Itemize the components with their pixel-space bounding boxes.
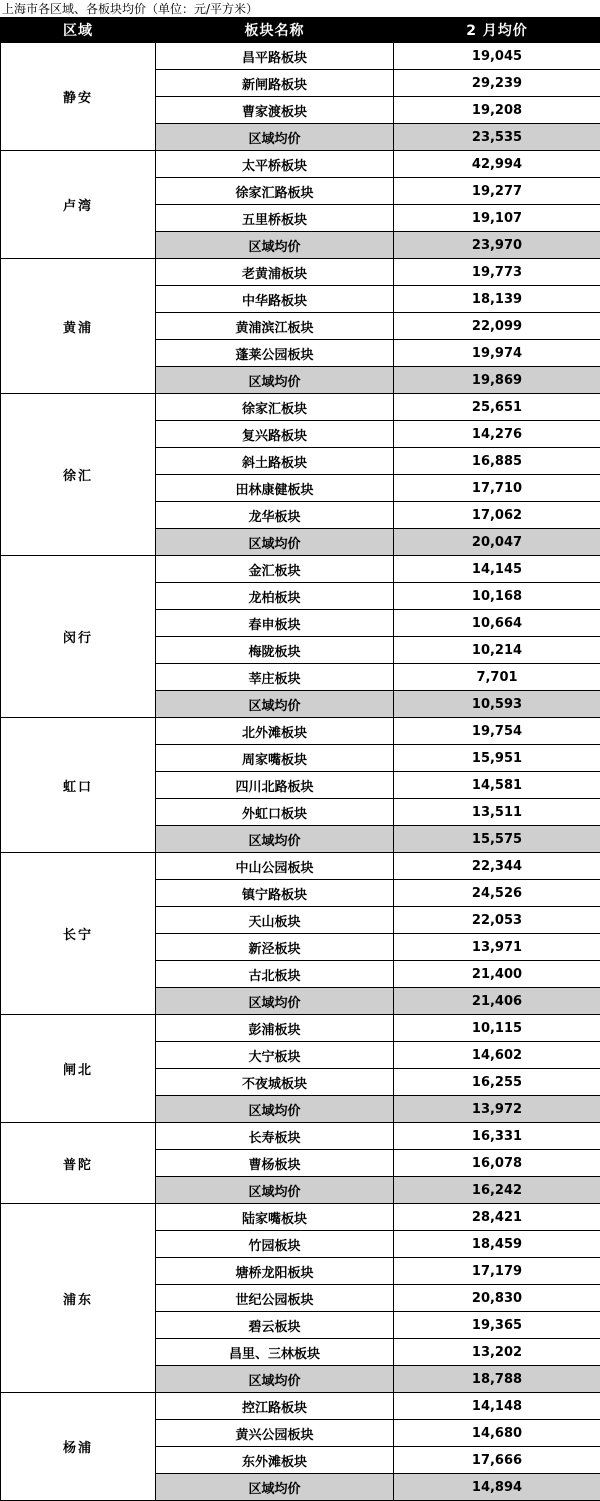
table-row (1, 394, 600, 421)
table-row (1, 853, 600, 880)
block-price: 17,179 (394, 1258, 600, 1285)
table-body (1, 43, 600, 1501)
block-name: 龙华板块 (156, 502, 394, 529)
block-name: 昌里、三林板块 (156, 1339, 394, 1366)
table-row (1, 259, 600, 286)
block-name: 大宁板块 (156, 1042, 394, 1069)
block-name: 北外滩板块 (156, 718, 394, 745)
block-name: 镇宁路板块 (156, 880, 394, 907)
table-row (1, 556, 600, 583)
district-average-label: 区域均价 (156, 826, 394, 853)
district-average-value: 19,869 (394, 367, 600, 394)
block-price: 19,754 (394, 718, 600, 745)
block-price: 14,602 (394, 1042, 600, 1069)
block-name: 新泾板块 (156, 934, 394, 961)
block-price: 28,421 (394, 1204, 600, 1231)
block-name: 世纪公园板块 (156, 1285, 394, 1312)
block-name: 田林康健板块 (156, 475, 394, 502)
block-name: 曹杨板块 (156, 1150, 394, 1177)
district-average-label: 区域均价 (156, 232, 394, 259)
block-price: 10,664 (394, 610, 600, 637)
block-name: 中山公园板块 (156, 853, 394, 880)
block-price: 19,365 (394, 1312, 600, 1339)
column-header-block: 板块名称 (156, 18, 394, 43)
block-price: 16,255 (394, 1069, 600, 1096)
district-average-value: 15,575 (394, 826, 600, 853)
block-name: 曹家渡板块 (156, 97, 394, 124)
block-name: 控江路板块 (156, 1393, 394, 1420)
block-price: 16,885 (394, 448, 600, 475)
header-row (1, 18, 600, 43)
block-name: 四川北路板块 (156, 772, 394, 799)
district-name: 静安 (1, 43, 156, 151)
block-price: 18,459 (394, 1231, 600, 1258)
district-average-value: 14,894 (394, 1474, 600, 1501)
block-name: 黄浦滨江板块 (156, 313, 394, 340)
block-name: 复兴路板块 (156, 421, 394, 448)
block-name: 塘桥龙阳板块 (156, 1258, 394, 1285)
block-name: 龙柏板块 (156, 583, 394, 610)
block-name: 周家嘴板块 (156, 745, 394, 772)
table-row (1, 1123, 600, 1150)
district-name: 闸北 (1, 1015, 156, 1123)
block-price: 7,701 (394, 664, 600, 691)
block-price: 17,710 (394, 475, 600, 502)
block-price: 14,276 (394, 421, 600, 448)
table-row (1, 1015, 600, 1042)
block-price: 24,526 (394, 880, 600, 907)
block-name: 东外滩板块 (156, 1447, 394, 1474)
district-average-label: 区域均价 (156, 124, 394, 151)
block-name: 外虹口板块 (156, 799, 394, 826)
district-average-value: 21,406 (394, 988, 600, 1015)
table-header (1, 18, 600, 43)
block-price: 22,053 (394, 907, 600, 934)
district-average-value: 20,047 (394, 529, 600, 556)
block-name: 陆家嘴板块 (156, 1204, 394, 1231)
block-name: 竹园板块 (156, 1231, 394, 1258)
district-name: 虹口 (1, 718, 156, 853)
district-name: 长宁 (1, 853, 156, 1015)
block-name: 天山板块 (156, 907, 394, 934)
district-name: 黄浦 (1, 259, 156, 394)
block-price: 10,214 (394, 637, 600, 664)
district-average-label: 区域均价 (156, 988, 394, 1015)
block-name: 碧云板块 (156, 1312, 394, 1339)
block-name: 黄兴公园板块 (156, 1420, 394, 1447)
block-name: 古北板块 (156, 961, 394, 988)
block-price: 16,331 (394, 1123, 600, 1150)
block-price: 14,145 (394, 556, 600, 583)
district-name: 徐汇 (1, 394, 156, 556)
district-average-label: 区域均价 (156, 529, 394, 556)
block-name: 金汇板块 (156, 556, 394, 583)
block-price: 14,148 (394, 1393, 600, 1420)
block-price: 13,202 (394, 1339, 600, 1366)
district-average-label: 区域均价 (156, 367, 394, 394)
district-name: 浦东 (1, 1204, 156, 1393)
district-average-label: 区域均价 (156, 691, 394, 718)
district-average-value: 23,535 (394, 124, 600, 151)
price-table (0, 17, 600, 1501)
block-price: 18,139 (394, 286, 600, 313)
district-average-label: 区域均价 (156, 1366, 394, 1393)
column-header-price: 2 月均价 (394, 18, 600, 43)
block-price: 25,651 (394, 394, 600, 421)
district-name: 卢湾 (1, 151, 156, 259)
block-price: 13,511 (394, 799, 600, 826)
district-average-value: 10,593 (394, 691, 600, 718)
block-price: 21,400 (394, 961, 600, 988)
block-name: 五里桥板块 (156, 205, 394, 232)
district-name: 闵行 (1, 556, 156, 718)
block-price: 42,994 (394, 151, 600, 178)
table-row (1, 43, 600, 70)
table-row (1, 718, 600, 745)
district-average-value: 16,242 (394, 1177, 600, 1204)
block-name: 中华路板块 (156, 286, 394, 313)
block-name: 新闸路板块 (156, 70, 394, 97)
district-name: 杨浦 (1, 1393, 156, 1501)
block-name: 不夜城板块 (156, 1069, 394, 1096)
block-name: 昌平路板块 (156, 43, 394, 70)
block-name: 太平桥板块 (156, 151, 394, 178)
block-price: 16,078 (394, 1150, 600, 1177)
block-price: 20,830 (394, 1285, 600, 1312)
block-name: 斜土路板块 (156, 448, 394, 475)
block-name: 梅陇板块 (156, 637, 394, 664)
block-price: 17,666 (394, 1447, 600, 1474)
column-header-district: 区域 (1, 18, 156, 43)
block-price: 22,344 (394, 853, 600, 880)
district-average-value: 13,972 (394, 1096, 600, 1123)
block-price: 29,239 (394, 70, 600, 97)
table-row (1, 1393, 600, 1420)
block-price: 14,680 (394, 1420, 600, 1447)
district-average-value: 18,788 (394, 1366, 600, 1393)
block-name: 彭浦板块 (156, 1015, 394, 1042)
block-price: 19,107 (394, 205, 600, 232)
block-name: 长寿板块 (156, 1123, 394, 1150)
block-price: 17,062 (394, 502, 600, 529)
table-row (1, 1204, 600, 1231)
block-price: 19,045 (394, 43, 600, 70)
block-price: 10,115 (394, 1015, 600, 1042)
district-name: 普陀 (1, 1123, 156, 1204)
block-name: 徐家汇路板块 (156, 178, 394, 205)
block-price: 19,974 (394, 340, 600, 367)
block-price: 14,581 (394, 772, 600, 799)
block-price: 13,971 (394, 934, 600, 961)
district-average-label: 区域均价 (156, 1474, 394, 1501)
table-row (1, 151, 600, 178)
district-average-value: 23,970 (394, 232, 600, 259)
block-price: 15,951 (394, 745, 600, 772)
district-average-label: 区域均价 (156, 1177, 394, 1204)
block-price: 19,208 (394, 97, 600, 124)
block-price: 19,277 (394, 178, 600, 205)
block-name: 徐家汇板块 (156, 394, 394, 421)
table-caption: 上海市各区域、各板块均价（单位：元/平方米） (0, 0, 600, 17)
block-name: 蓬莱公园板块 (156, 340, 394, 367)
block-name: 莘庄板块 (156, 664, 394, 691)
block-name: 春申板块 (156, 610, 394, 637)
block-price: 19,773 (394, 259, 600, 286)
block-name: 老黄浦板块 (156, 259, 394, 286)
block-price: 10,168 (394, 583, 600, 610)
block-price: 22,099 (394, 313, 600, 340)
district-average-label: 区域均价 (156, 1096, 394, 1123)
